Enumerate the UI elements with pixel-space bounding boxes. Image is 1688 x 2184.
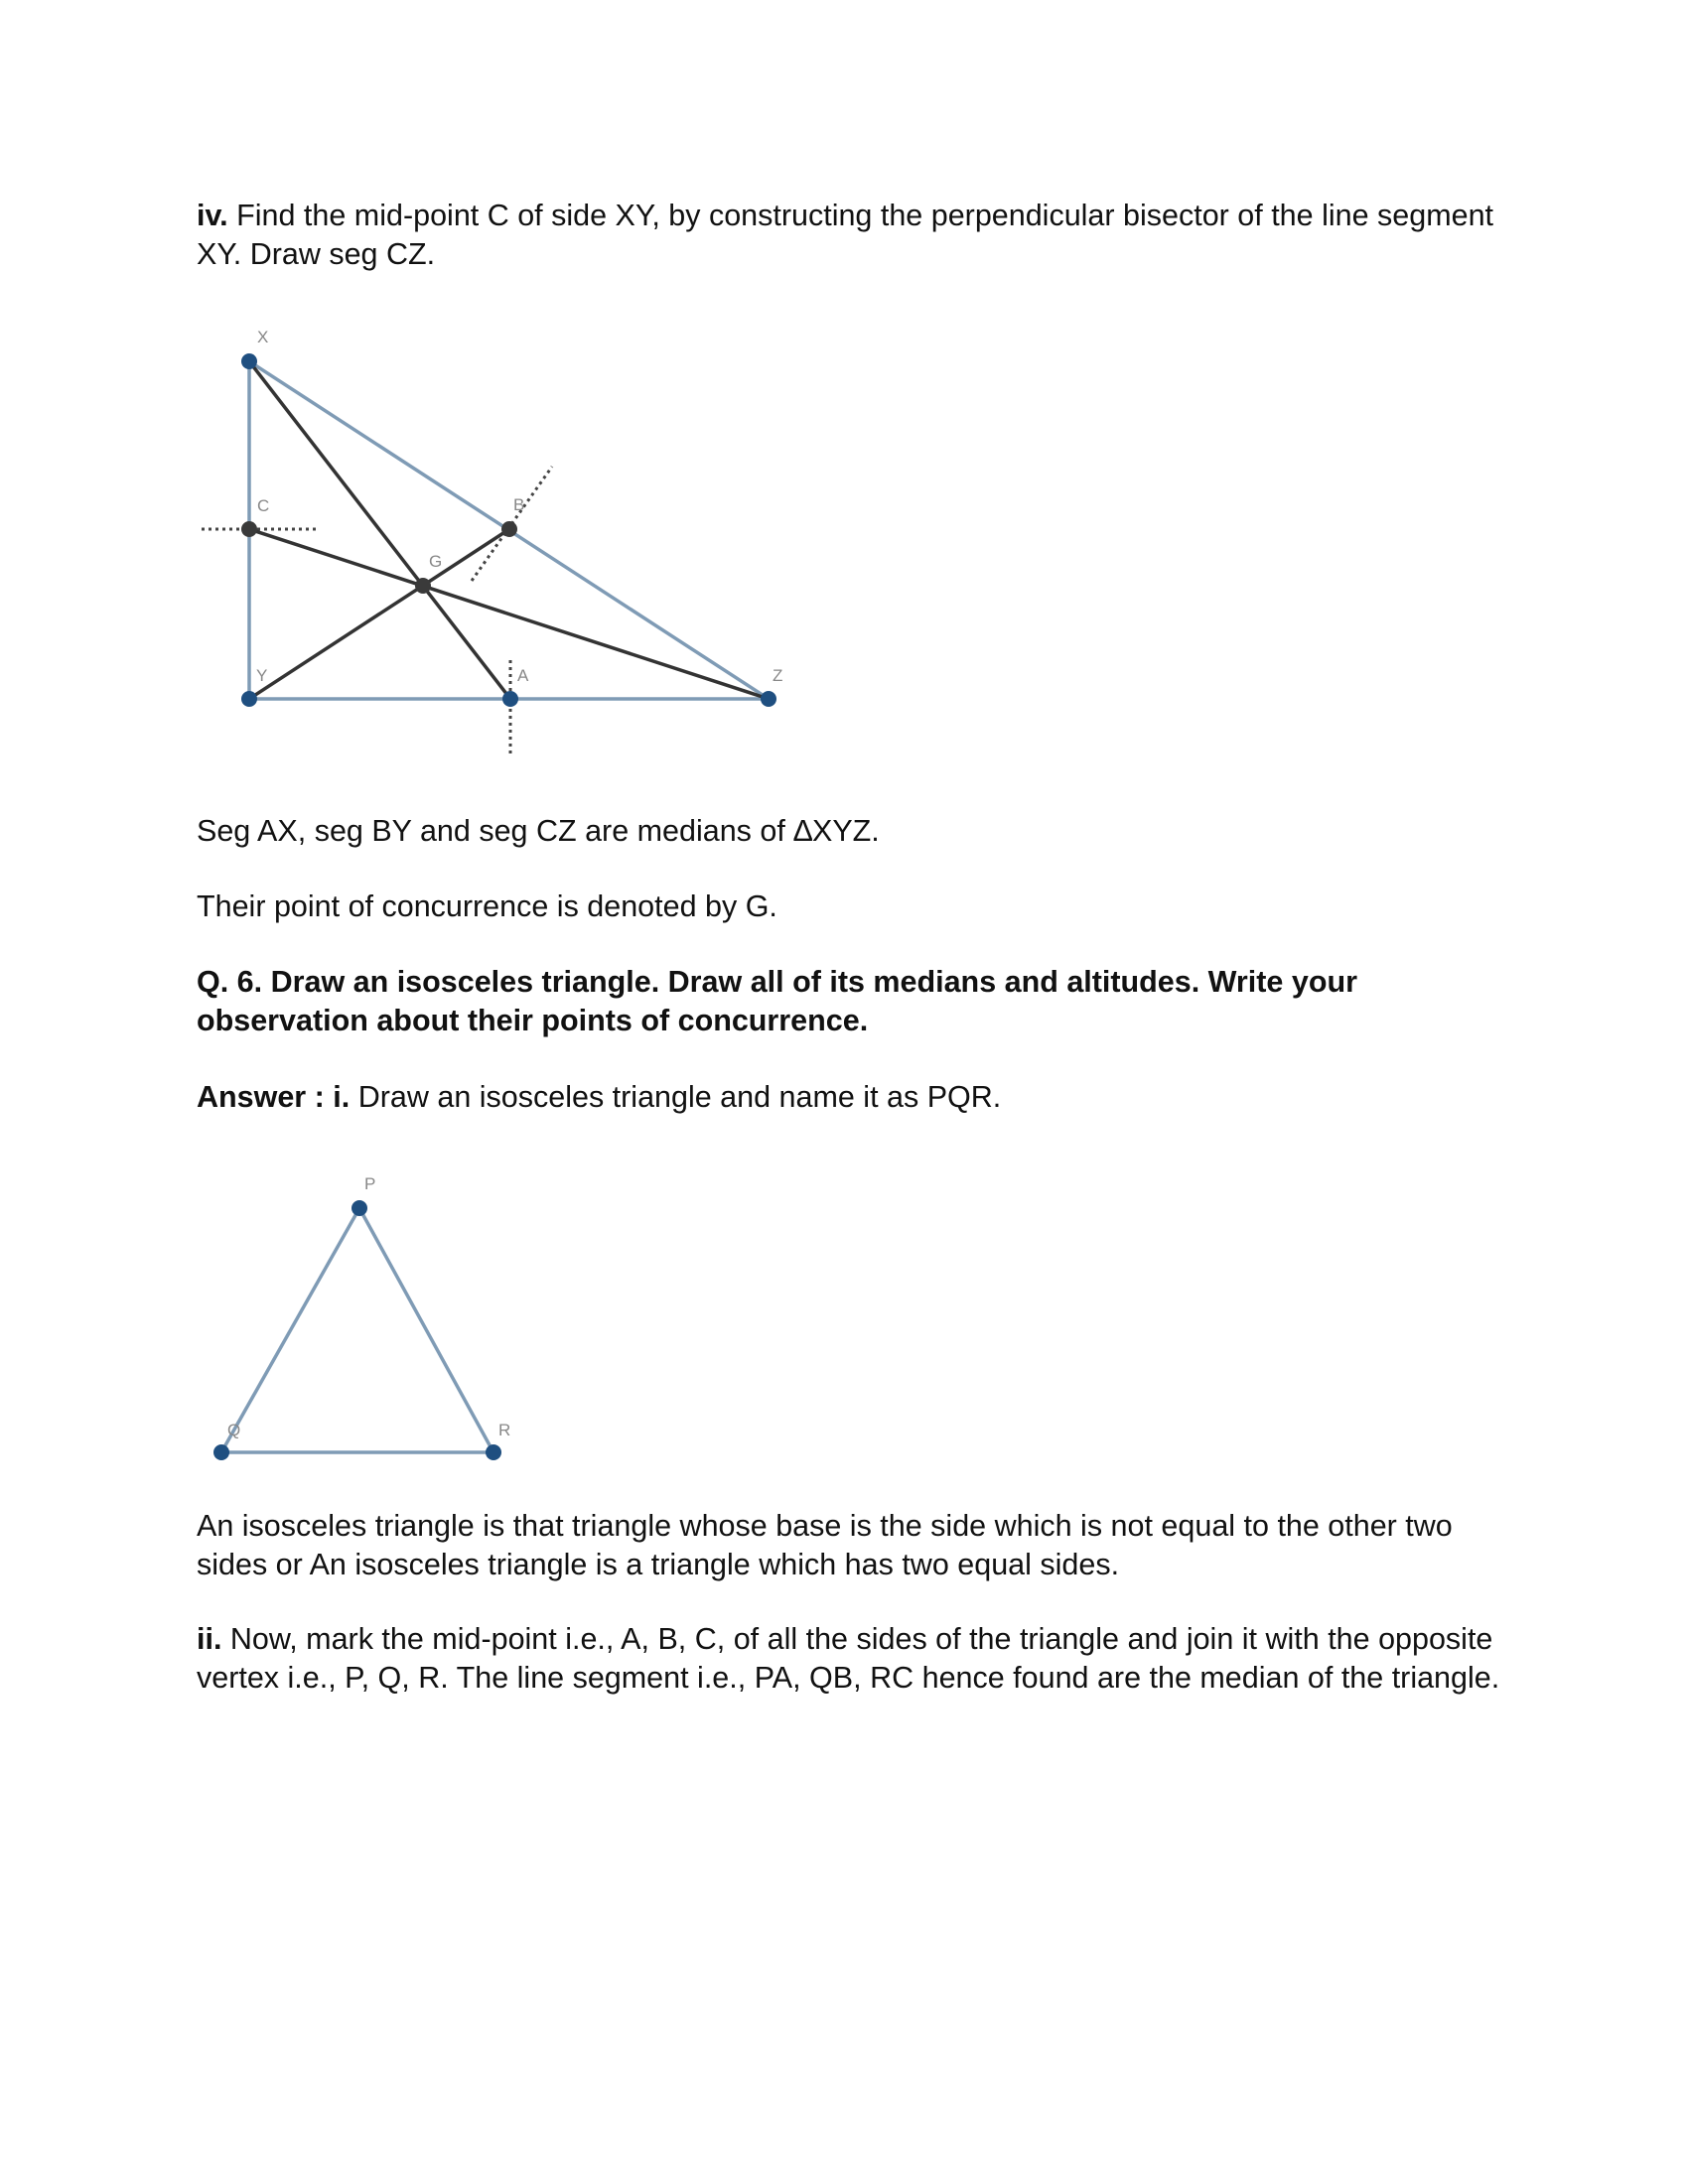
concurrence-statement: Their point of concurrence is denoted by G. (197, 889, 777, 923)
label-b: B (513, 495, 525, 514)
label-g: G (429, 552, 443, 571)
label-q: Q (227, 1421, 241, 1439)
answer-text: Draw an isosceles triangle and name it as PQR. (350, 1080, 1002, 1114)
point-q (213, 1444, 229, 1460)
label-z: Z (773, 666, 783, 685)
point-r (486, 1444, 501, 1460)
step-text: Now, mark the mid-point i.e., A, B, C, of all the sides of the triangle and join it with the opposite vertex i.e., P, Q, R. The line segment i.e., PA, QB, RC hence found are the median of the triangle. (197, 1622, 1500, 1695)
step-ii-paragraph (197, 1620, 1507, 1697)
figure-isosceles-triangle-pqr (0, 0, 695, 1509)
step-marker: ii. (197, 1622, 222, 1656)
question-6: Q. 6. Draw an isosceles triangle. Draw all of its medians and altitudes. Write your observation about their points of concurrence. (197, 965, 1357, 1037)
label-c: C (257, 496, 270, 515)
step-text: Find the mid-point C of side XY, by constructing the perpendicular bisector of the line segment XY. Draw seg CZ. (197, 199, 1494, 271)
point-p (352, 1200, 367, 1216)
label-r: R (498, 1421, 511, 1439)
answer-prefix: Answer : i. (197, 1080, 351, 1114)
medians-statement: Seg AX, seg BY and seg CZ are medians of ∆XYZ. (197, 814, 880, 848)
isosceles-definition: An isosceles triangle is that triangle whose base is the side which is not equal to the other two sides or An isosceles triangle is a triangle which has two equal sides. (197, 1509, 1453, 1581)
label-y: Y (256, 666, 268, 685)
label-p: P (364, 1174, 376, 1193)
label-x: X (257, 328, 269, 346)
step-marker: iv. (197, 199, 228, 232)
label-a: A (517, 666, 529, 685)
point-z (761, 691, 776, 707)
